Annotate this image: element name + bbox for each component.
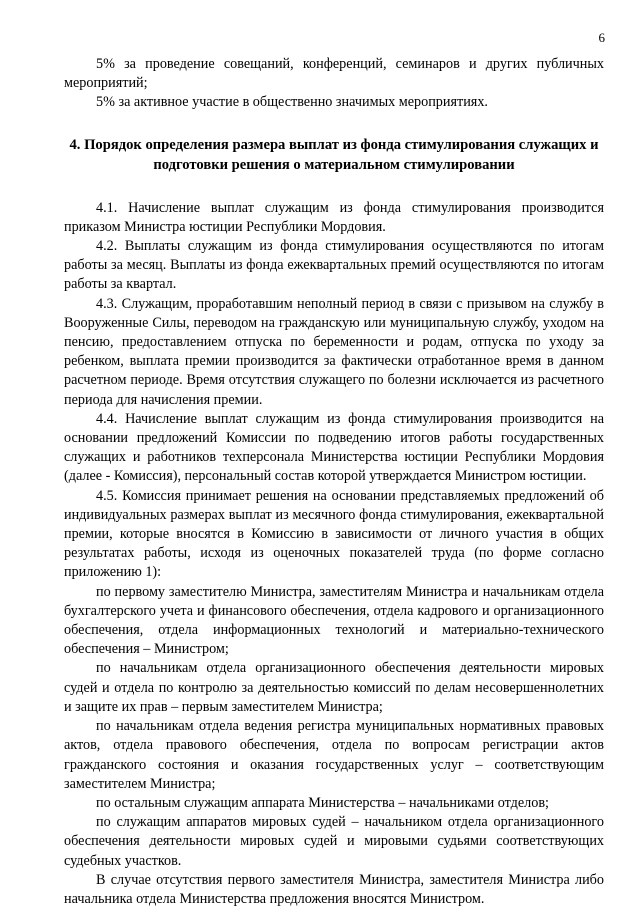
section-heading: 4. Порядок определения размера выплат из фонда стимулирования служащих и подготовки решения о материальном стимулировании [69,136,599,173]
paragraph: по начальникам отдела ведения регистра муниципальных нормативных правовых актов, отдела правового обеспечения, отдела по вопросам регистрации актов гражданского состояния и оказания государственных услуг – соответствующим заместителем Министра; [64,718,604,792]
paragraph: 4.3. Служащим, проработавшим неполный период в связи с призывом на службу в Вооруженные Силы, переводом на гражданскую или муниципальную службу, уходом на пенсию, предоставлением отпуска по беременности и родам, отпуска по уходу за ребенком, выплата премии производится за фактически отработанное время в данном расчетном периоде. Время отсутствия служащего по болезни исключается из расчетного периода для начисления премии. [64,295,604,408]
paragraph: по остальным служащим аппарата Министерства – начальниками отделов; [96,794,549,811]
paragraph: 4.1. Начисление выплат служащим из фонда стимулирования производится приказом Министра юстиции Республики Мордовия. [64,199,604,235]
list-item: 5% за активное участие в общественно значимых мероприятиях. [96,94,488,111]
page-number: 6 [598,30,605,45]
paragraph: 4.5. Комиссия принимает решения на основании представляемых предложений об индивидуальных размерах выплат из месячного фонда стимулирования, ежеквартальной премии, которые вносятся в Комиссию в зависимости от личного участия в общих результатах работы, исходя из оценочных показателей труда (по форме согласно приложению 1): [64,487,604,581]
paragraph: по начальникам отдела организационного обеспечения деятельности мировых судей и отдела по контролю за деятельностью комиссий по делам несовершеннолетних и защите их прав – первым заместителем Министра; [64,660,604,715]
paragraph: 4.4. Начисление выплат служащим из фонда стимулирования производится на основании предложений Комиссии по подведению итогов работы государственных служащих и работников техперсонала Министерства юстиции Республики Мордовия (далее - Комиссия), персональный состав которой утверждается Министром юстиции. [64,410,604,485]
document-body [64,55,604,909]
paragraph: по служащим аппаратов мировых судей – начальником отдела организационного обеспечения деятельности мировых судей и мировыми судьями соответствующих судебных участков. [64,814,604,869]
paragraph: по первому заместителю Министра, заместителям Министра и начальникам отдела бухгалтерского учета и финансового обеспечения, отдела кадрового и организационного обеспечения, отдела информационных технологий и материально-технического обеспечения – Министром; [64,583,604,658]
paragraph: 4.2. Выплаты служащим из фонда стимулирования осуществляются по итогам работы за месяц. Выплаты из фонда ежеквартальных премий осуществляются по итогам работы за квартал. [64,238,604,293]
list-item: 5% за проведение совещаний, конференций, семинаров и других публичных мероприятий; [64,56,604,92]
paragraph: В случае отсутствия первого заместителя Министра, заместителя Министра либо начальника отдела Министерства предложения вносятся Министром. [64,871,604,907]
